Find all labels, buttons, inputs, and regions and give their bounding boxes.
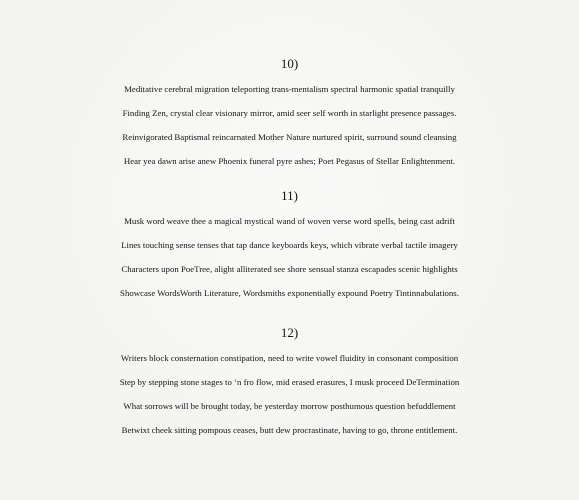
poem-line: Characters upon PoeTree, alight alliterated see shore sensual stanza escapades scenic highlights xyxy=(121,264,458,274)
stanza-number: 12) xyxy=(280,325,299,340)
poem-line: Finding Zen, crystal clear visionary mirror, amid seer self worth in starlight presence passages. xyxy=(122,108,457,118)
poem-line: Writers block consternation constipation, need to write vowel fluidity in consonant composition xyxy=(120,353,459,363)
stanza-10 xyxy=(0,56,579,177)
poem-line: Betwixt cheek sitting pompous ceases, butt dew procrastinate, having to go, throne entitlement. xyxy=(121,425,458,435)
poem-line: Showcase WordsWorth Literature, Wordsmiths exponentially expound Poetry Tintinnabulations. xyxy=(120,288,459,298)
poem-line: Hear yea dawn arise anew Phoenix funeral pyre ashes; Poet Pegasus of Stellar Enlightenment. xyxy=(123,156,456,166)
poem-line: Reinvigorated Baptismal reincarnated Mother Nature nurtured spirit, surround sound cleansing xyxy=(122,132,457,142)
poem-line: Step by stepping stone stages to ‘n fro flow, mid erased erasures, I musk proceed DeTermination xyxy=(119,377,460,387)
poem-line: What sorrows will be brought today, be yesterday morrow posthumous question befuddlement xyxy=(123,401,456,411)
stanza-number: 10) xyxy=(280,56,299,71)
poem-line: Lines touching sense tenses that tap dance keyboards keys, which vibrate verbal tactile imagery xyxy=(121,240,458,250)
stanza-number: 11) xyxy=(281,188,298,203)
stanza-12 xyxy=(0,325,579,446)
stanza-11 xyxy=(0,188,579,309)
poem-line: Musk word weave thee a magical mystical wand of woven verse word spells, being cast adrift xyxy=(124,216,455,226)
poem-line: Meditative cerebral migration teleporting trans-mentalism spectral harmonic spatial tranquilly xyxy=(124,84,455,94)
